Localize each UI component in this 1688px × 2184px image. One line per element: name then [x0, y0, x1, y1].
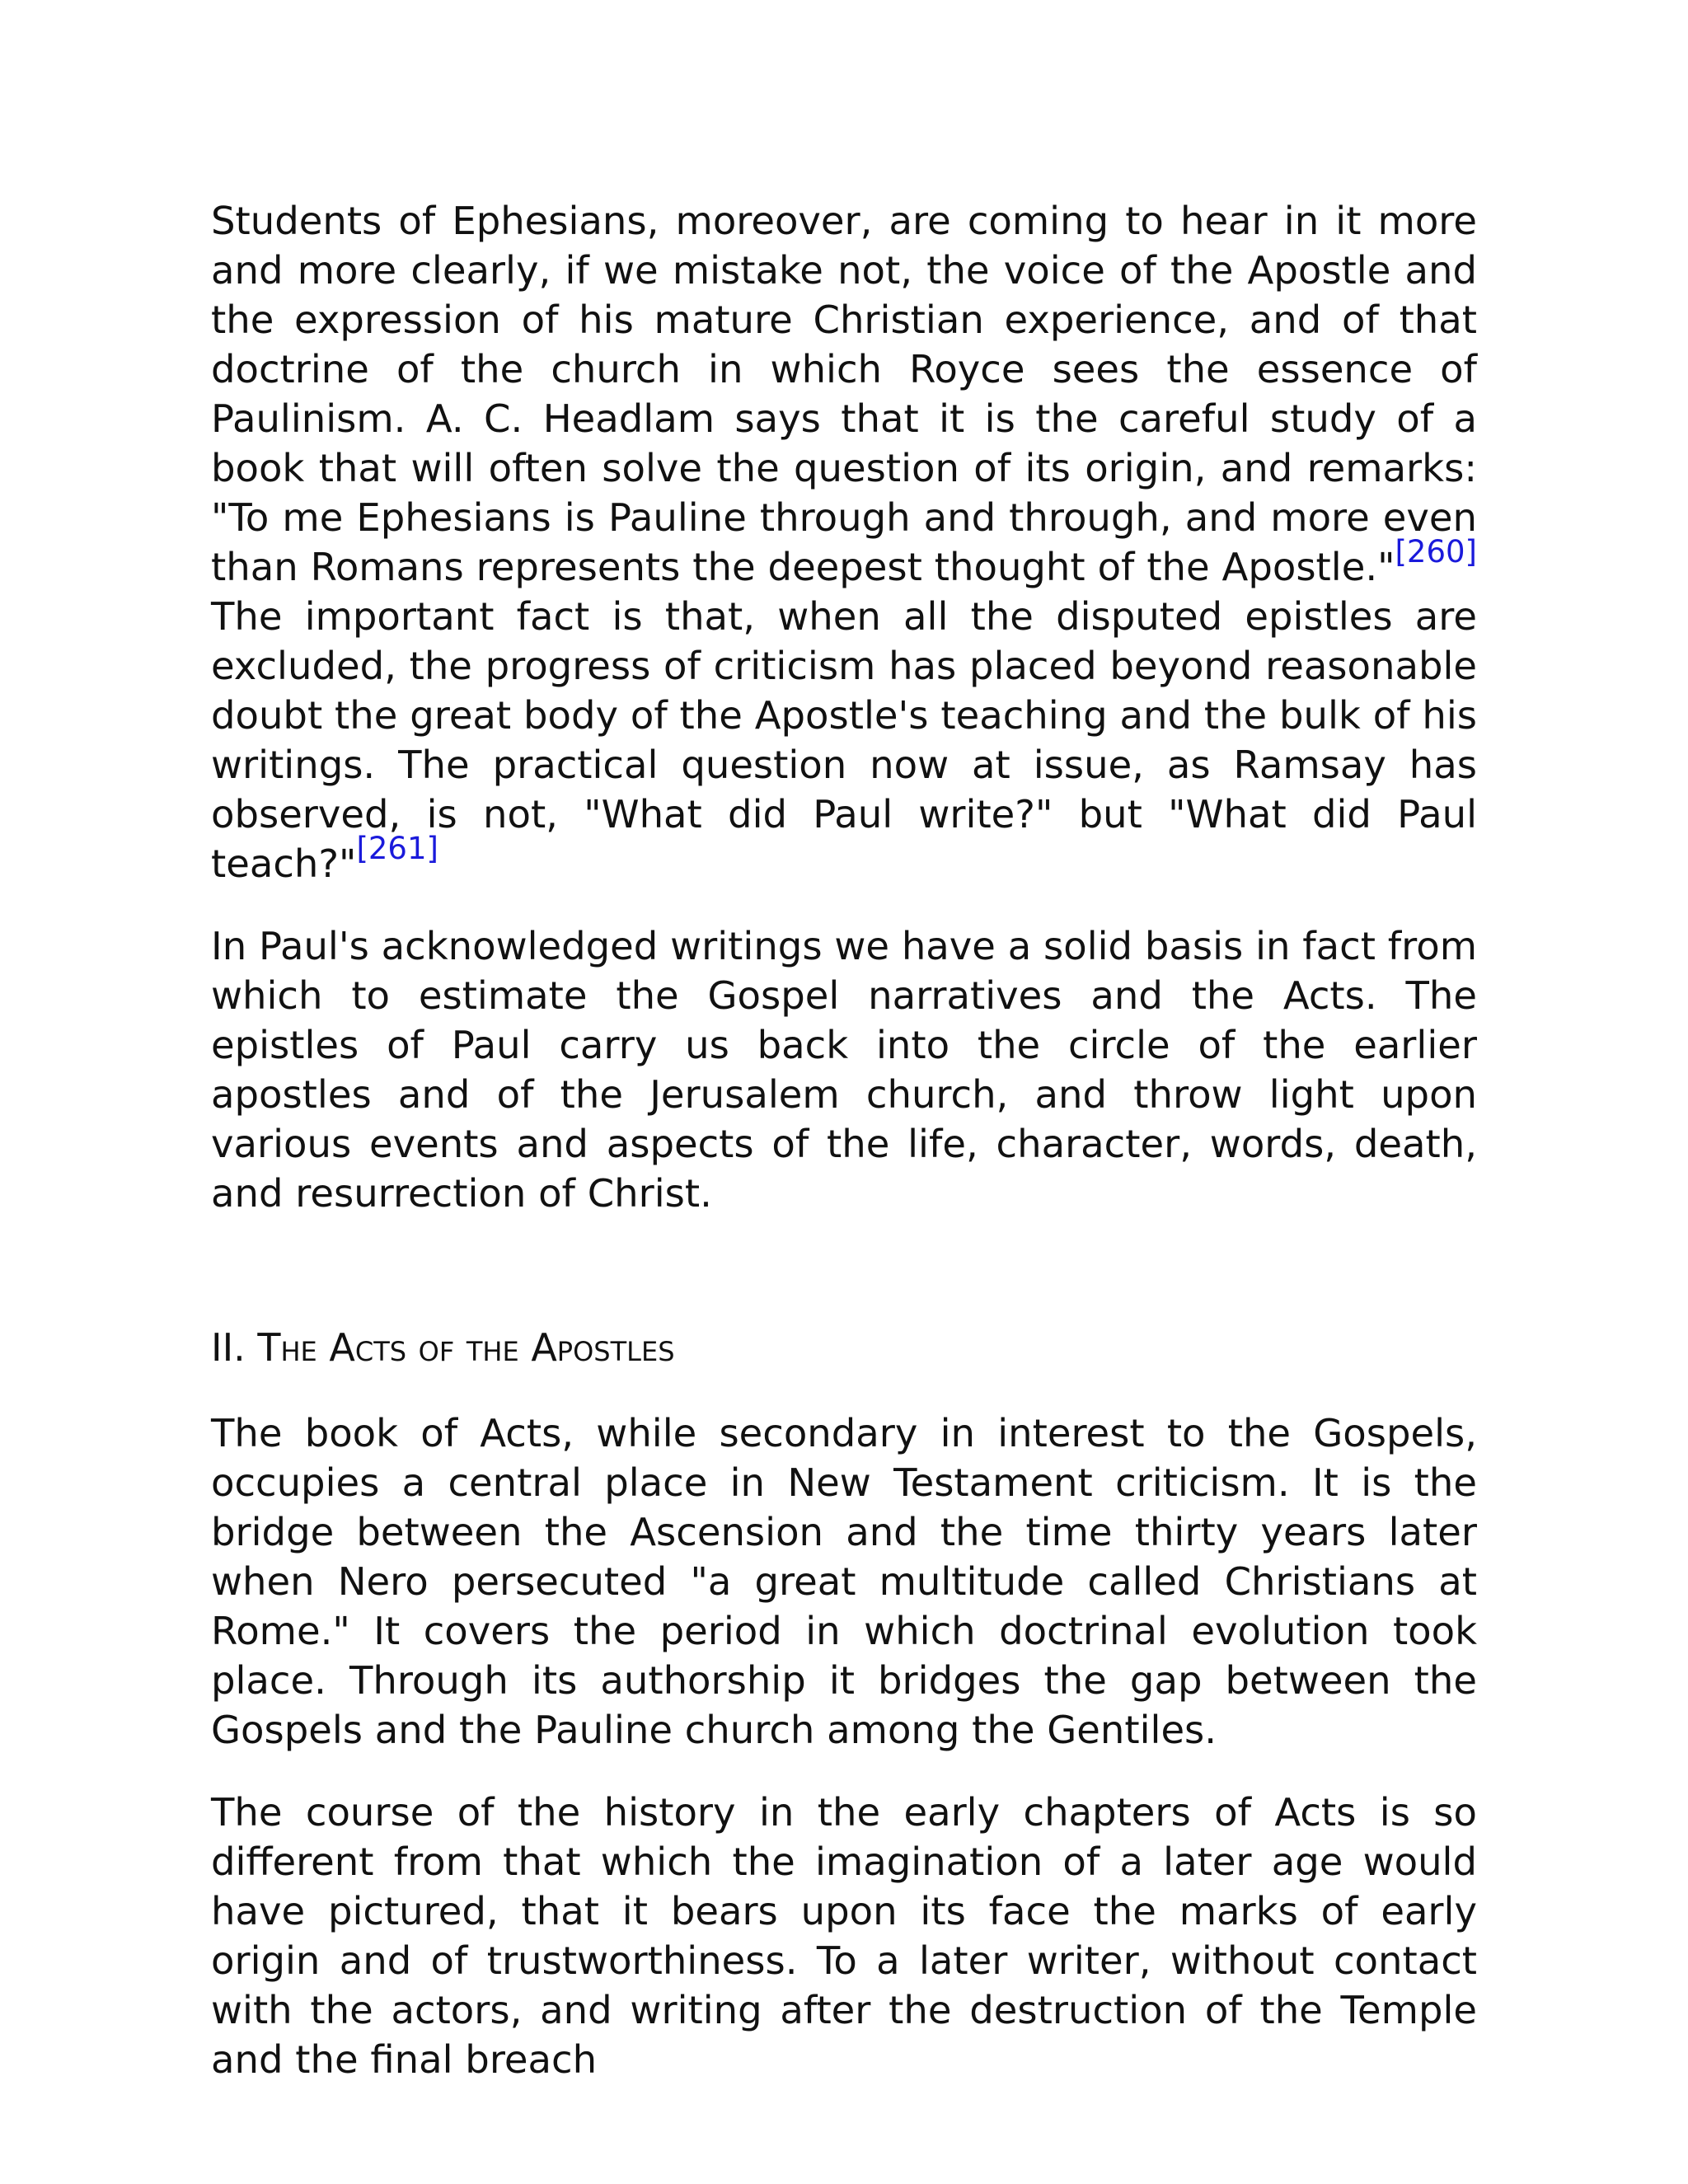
section-heading: II. The Acts of the Apostles [211, 1325, 675, 1370]
paragraph-text: The important fact is that, when all the disputed epistles are excluded, the progress of criticism has placed beyond reasonable doubt the great body of the Apostle's teaching and the bulk of his writings. The practical question now at issue, as Ramsay has observed, is not, "What did Paul write?" but "What did Paul teach?" [211, 594, 1477, 886]
paragraph-acknowledged-writings: In Paul's acknowledged writings we have a solid basis in fact from which to estimate the Gospel narratives and the Acts. The epistles of Paul carry us back into the circle of the earlier apostles and of the Jerusalem church, and throw light upon various events and aspects of the life, character, words, death, and resurrection of Christ. [211, 924, 1477, 1216]
document-page [211, 196, 1477, 2084]
paragraph-text: Students of Ephesians, moreover, are coming to hear in it more and more clearly, if we mistake not, the voice of the Apostle and the expression of his mature Christian experience, and of that doctrine of the church in which Royce sees the essence of Paulinism. A. C. Headlam says that it is the careful study of a book that will often solve the question of its origin, and remarks: "To me Ephesians is Pauline through and through, and more even than Romans represents the deepest thought of the Apostle." [211, 199, 1477, 589]
paragraph-ephesians [211, 196, 1477, 888]
paragraph-book-of-acts: The book of Acts, while secondary in interest to the Gospels, occupies a central place in New Testament criticism. It is the bridge between the Ascension and the time thirty years later when Nero persecuted "a great multitude called Christians at Rome." It covers the period in which doctrinal evolution took place. Through its authorship it bridges the gap between the Gospels and the Pauline church among the Gentiles. [211, 1411, 1477, 1752]
footnote-link-260[interactable]: [260] [1395, 534, 1477, 569]
paragraph-course-of-history: The course of the history in the early chapters of Acts is so different from that which the imagination of a later age would have pictured, that it bears upon its face the marks of early origin and of trustworthiness. To a later writer, without contact with the actors, and writing after the destruction of the Temple and the final breach [211, 1790, 1477, 2082]
footnote-link-261[interactable]: [261] [356, 831, 438, 866]
